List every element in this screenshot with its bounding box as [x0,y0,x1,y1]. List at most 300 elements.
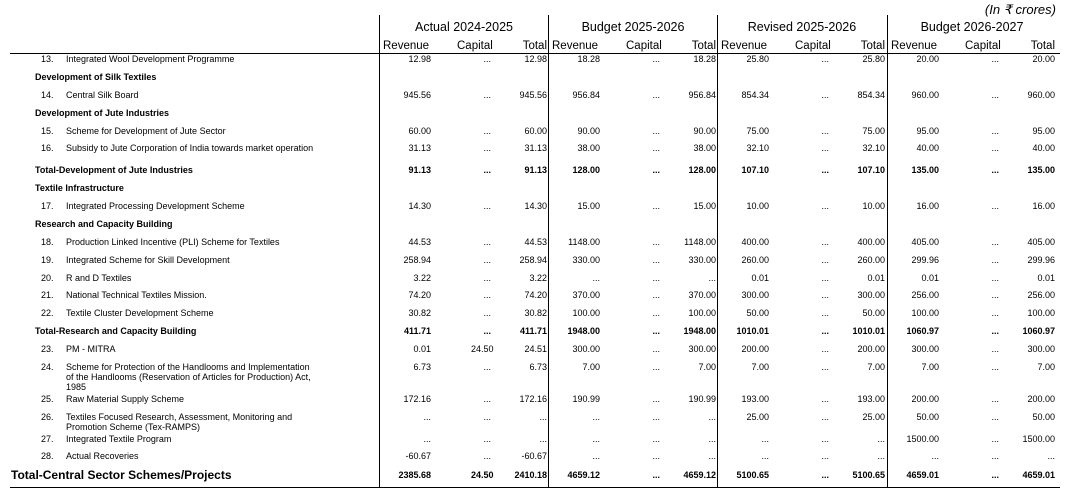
capital-value: ... [652,434,660,444]
row-label: Raw Material Supply Scheme [66,394,185,404]
revenue-value: 1010.01 [736,326,769,336]
row-number: 27. [41,434,54,444]
total-value: ... [539,434,547,444]
table-row [0,237,1068,249]
total-value: 25.80 [862,54,885,64]
total-value: 38.00 [693,143,716,153]
revenue-value: ... [761,434,769,444]
capital-value: ... [991,165,999,175]
total-value: 24.51 [524,344,547,354]
revenue-value: 50.00 [746,308,769,318]
capital-value: ... [652,90,660,100]
total-value: 100.00 [1027,308,1055,318]
total-value: 135.00 [1027,165,1055,175]
subheader-capital: Capital [795,40,831,52]
row-number: 13. [41,54,54,64]
revenue-value: 411.71 [403,326,431,336]
subheader-capital: Capital [965,40,1001,52]
revenue-value: 2385.68 [398,470,431,480]
capital-value: ... [821,255,829,265]
capital-value: ... [821,165,829,175]
row-label: Actual Recoveries [66,451,139,461]
total-value: 40.00 [1032,143,1055,153]
capital-value: ... [483,362,491,372]
total-value: 193.00 [857,394,885,404]
capital-value: ... [821,237,829,247]
table-row [0,54,1068,66]
total-value: 300.00 [857,290,885,300]
table-row [0,451,1068,463]
total-value: 0.01 [867,273,885,283]
total-value: ... [539,412,547,422]
capital-value: ... [821,451,829,461]
capital-value: ... [991,54,999,64]
total-value: 6.73 [529,362,547,372]
section-label: Development of Silk Textiles [35,72,157,82]
capital-value: ... [821,362,829,372]
total-value: 300.00 [688,344,716,354]
row-label: Subsidy to Jute Corporation of India towards market operation [66,143,314,153]
total-row [0,165,1068,177]
capital-value: ... [652,165,660,175]
capital-value: ... [821,201,829,211]
section-header-row [0,219,1068,231]
period-header-budget-2025-2026: Budget 2025-2026 [581,20,685,34]
total-value: 370.00 [688,290,716,300]
revenue-value: ... [423,412,431,422]
revenue-value: 7.00 [751,362,769,372]
capital-value: ... [652,126,660,136]
total-value: 15.00 [693,201,716,211]
capital-value: ... [821,273,829,283]
table-row [0,362,1068,392]
revenue-value: ... [592,273,600,283]
revenue-value: 172.16 [403,394,431,404]
revenue-value: 25.00 [746,412,769,422]
capital-value: ... [483,326,491,336]
revenue-value: 12.98 [408,54,431,64]
subheader-revenue: Revenue [383,40,430,52]
revenue-value: 6.73 [413,362,431,372]
revenue-value: 4659.12 [567,470,600,480]
capital-value: ... [821,412,829,422]
total-value: 258.94 [519,255,547,265]
revenue-value: 31.13 [408,143,431,153]
revenue-value: 15.00 [577,201,600,211]
revenue-value: 10.00 [746,201,769,211]
total-value: 330.00 [688,255,716,265]
revenue-value: 193.00 [741,394,769,404]
table-row [0,344,1068,356]
row-label: Integrated Processing Development Scheme [66,201,245,211]
total-row [0,326,1068,338]
revenue-value: 90.00 [577,126,600,136]
revenue-value: ... [592,412,600,422]
revenue-value: 1948.00 [567,326,600,336]
row-number: 22. [41,308,54,318]
capital-value: ... [991,412,999,422]
revenue-value: 299.96 [911,255,939,265]
total-value: ... [708,451,716,461]
capital-value: ... [652,54,660,64]
revenue-value: 91.13 [408,165,431,175]
total-value: 0.01 [1037,273,1055,283]
subheader-total: Total [860,40,885,52]
total-value: 3.22 [529,273,547,283]
row-label: Integrated Textile Program [66,434,172,444]
row-number: 26. [41,412,54,422]
capital-value: ... [991,143,999,153]
revenue-value: 405.00 [911,237,939,247]
total-value: 32.10 [862,143,885,153]
capital-value: ... [652,201,660,211]
total-value: 90.00 [693,126,716,136]
row-label: PM - MITRA [66,344,116,354]
row-label: R and D Textiles [66,273,132,283]
capital-value: ... [991,90,999,100]
revenue-value: 75.00 [746,126,769,136]
capital-value: ... [991,362,999,372]
revenue-value: 7.00 [921,362,939,372]
capital-value: ... [652,273,660,283]
revenue-value: 5100.65 [736,470,769,480]
capital-value: ... [483,54,491,64]
total-row [0,470,1068,482]
total-value: 10.00 [862,201,885,211]
revenue-value: 370.00 [572,290,600,300]
revenue-value: 1500.00 [906,434,939,444]
revenue-value: 100.00 [572,308,600,318]
revenue-value: -60.67 [405,451,431,461]
row-number: 15. [41,126,54,136]
capital-value: ... [652,394,660,404]
capital-value: 24.50 [471,470,494,480]
revenue-value: 38.00 [577,143,600,153]
capital-value: ... [483,90,491,100]
total-value: ... [708,273,716,283]
section-label: Research and Capacity Building [35,219,173,229]
total-value: 190.99 [688,394,716,404]
total-value: 1148.00 [684,237,716,247]
total-value: 74.20 [524,290,547,300]
total-value: ... [877,451,885,461]
total-value: 299.96 [1027,255,1055,265]
section-header-row [0,108,1068,120]
capital-value: ... [821,326,829,336]
row-number: 28. [41,451,54,461]
capital-value: ... [821,90,829,100]
capital-value: ... [483,143,491,153]
capital-value: ... [652,308,660,318]
subheader-revenue: Revenue [721,40,768,52]
revenue-value: 128.00 [572,165,600,175]
total-value: 100.00 [688,308,716,318]
revenue-value: ... [761,451,769,461]
capital-value: ... [991,273,999,283]
capital-value: ... [652,412,660,422]
capital-value: ... [821,394,829,404]
capital-value: ... [652,470,660,480]
total-value: 956.84 [688,90,716,100]
total-value: 50.00 [862,308,885,318]
row-label: Textiles Focused Research, Assessment, Monitoring and Promotion Scheme (Tex-RAMPS) [66,412,293,432]
row-number: 25. [41,394,54,404]
total-value: 5100.65 [852,470,885,480]
capital-value: ... [821,143,829,153]
revenue-value: 50.00 [916,412,939,422]
table-row [0,394,1068,406]
row-label: Textile Cluster Development Scheme [66,308,214,318]
table-row [0,273,1068,285]
revenue-value: 30.82 [408,308,431,318]
section-label: Development of Jute Industries [35,108,170,118]
revenue-value: 200.00 [741,344,769,354]
total-value: 50.00 [1032,412,1055,422]
revenue-value: 20.00 [916,54,939,64]
revenue-value: ... [423,434,431,444]
row-label: Integrated Wool Development Programme [66,54,235,64]
row-number: 21. [41,290,54,300]
total-value: 300.00 [1027,344,1055,354]
capital-value: ... [652,237,660,247]
capital-value: ... [991,326,999,336]
revenue-value: 260.00 [741,255,769,265]
footer-rule [10,487,1060,488]
total-value: 31.13 [524,143,547,153]
total-value: 4659.12 [683,470,716,480]
total-label: Total-Development of Jute Industries [35,165,193,175]
capital-value: ... [991,451,999,461]
total-value: 1948.00 [683,326,716,336]
capital-value: ... [483,308,491,318]
total-value: 411.71 [519,326,547,336]
revenue-value: 32.10 [746,143,769,153]
period-header-budget-2026-2027: Budget 2026-2027 [920,20,1024,34]
revenue-value: 960.00 [911,90,939,100]
row-number: 23. [41,344,54,354]
capital-value: ... [652,255,660,265]
revenue-value: ... [592,451,600,461]
revenue-value: 1148.00 [568,237,600,247]
total-value: 2410.18 [514,470,547,480]
period-header-revised-2025-2026: Revised 2025-2026 [747,20,857,34]
table-row [0,255,1068,267]
capital-value: ... [483,255,491,265]
revenue-value: 854.34 [741,90,769,100]
capital-value: ... [483,273,491,283]
total-value: 128.00 [688,165,716,175]
total-label: Total-Research and Capacity Building [35,326,197,336]
table-row [0,412,1068,432]
revenue-value: 330.00 [572,255,600,265]
total-value: 7.00 [698,362,716,372]
total-value: 1500.00 [1022,434,1055,444]
revenue-value: 16.00 [916,201,939,211]
revenue-value: 14.30 [408,201,431,211]
capital-value: ... [821,470,829,480]
revenue-value: 95.00 [916,126,939,136]
section-header-row [0,183,1068,195]
capital-value: ... [991,255,999,265]
revenue-value: 18.28 [577,54,600,64]
capital-value: ... [821,434,829,444]
total-value: 25.00 [862,412,885,422]
row-label: Scheme for Protection of the Handlooms and Implementation of the Handlooms (Reservation of Articles for Production) Act, 1985 [66,362,311,392]
revenue-value: 0.01 [413,344,431,354]
revenue-value: 945.56 [403,90,431,100]
capital-value: ... [652,290,660,300]
table-row [0,290,1068,302]
capital-value: ... [483,201,491,211]
total-value: 18.28 [693,54,716,64]
table-row [0,90,1068,102]
revenue-value: ... [592,434,600,444]
total-value: 400.00 [857,237,885,247]
subheader-revenue: Revenue [552,40,599,52]
subheader-capital: Capital [457,40,493,52]
capital-value: 24.50 [471,344,494,354]
capital-value: ... [821,344,829,354]
capital-value: ... [821,54,829,64]
total-value: 75.00 [862,126,885,136]
revenue-value: 0.01 [751,273,769,283]
table-row [0,201,1068,213]
row-label: Integrated Scheme for Skill Development [66,255,230,265]
revenue-value: 0.01 [921,273,939,283]
total-value: 12.98 [524,54,547,64]
revenue-value: 100.00 [911,308,939,318]
total-value: ... [708,434,716,444]
capital-value: ... [991,344,999,354]
revenue-value: 25.80 [746,54,769,64]
total-value: 7.00 [867,362,885,372]
total-label: Total-Central Sector Schemes/Projects [11,468,232,482]
row-label: Central Silk Board [66,90,139,100]
section-label: Textile Infrastructure [35,183,124,193]
revenue-value: 200.00 [911,394,939,404]
capital-value: ... [991,201,999,211]
total-value: ... [877,434,885,444]
capital-value: ... [991,290,999,300]
capital-value: ... [991,434,999,444]
total-value: 945.56 [519,90,547,100]
capital-value: ... [483,165,491,175]
total-value: 200.00 [1027,394,1055,404]
table-row [0,308,1068,320]
revenue-value: 258.94 [403,255,431,265]
capital-value: ... [652,344,660,354]
capital-value: ... [652,451,660,461]
row-number: 14. [41,90,54,100]
revenue-value: 3.22 [413,273,431,283]
revenue-value: 7.00 [582,362,600,372]
capital-value: ... [652,326,660,336]
row-number: 20. [41,273,54,283]
total-value: 44.53 [524,237,547,247]
total-value: 4659.01 [1022,470,1055,480]
total-value: 405.00 [1027,237,1055,247]
revenue-value: 956.84 [572,90,600,100]
revenue-value: 74.20 [408,290,431,300]
subheader-revenue: Revenue [891,40,938,52]
total-value: -60.67 [521,451,547,461]
capital-value: ... [991,394,999,404]
revenue-value: 44.53 [408,237,431,247]
revenue-value: 300.00 [911,344,939,354]
total-value: 1010.01 [852,326,885,336]
revenue-value: 4659.01 [906,470,939,480]
row-label: Scheme for Development of Jute Sector [66,126,226,136]
subheader-total: Total [522,40,547,52]
total-value: 854.34 [857,90,885,100]
revenue-value: 135.00 [911,165,939,175]
subheader-total: Total [691,40,716,52]
row-number: 16. [41,143,54,153]
capital-value: ... [483,237,491,247]
section-header-row [0,72,1068,84]
revenue-value: 40.00 [916,143,939,153]
total-value: 30.82 [524,308,547,318]
row-number: 18. [41,237,54,247]
capital-value: ... [991,470,999,480]
total-value: 260.00 [857,255,885,265]
total-value: 95.00 [1032,126,1055,136]
subheader-total: Total [1030,40,1055,52]
capital-value: ... [483,290,491,300]
row-label: National Technical Textiles Mission. [66,290,207,300]
capital-value: ... [483,394,491,404]
capital-value: ... [483,412,491,422]
row-label: Production Linked Incentive (PLI) Scheme for Textiles [66,237,280,247]
revenue-value: 300.00 [572,344,600,354]
capital-value: ... [483,451,491,461]
capital-value: ... [821,308,829,318]
subheader-capital: Capital [626,40,662,52]
total-value: ... [708,412,716,422]
revenue-value: ... [931,451,939,461]
revenue-value: 190.99 [572,394,600,404]
table-row [0,143,1068,155]
total-value: 14.30 [524,201,547,211]
period-header-actual-2024-2025: Actual 2024-2025 [415,20,513,34]
capital-value: ... [991,126,999,136]
total-value: 16.00 [1032,201,1055,211]
revenue-value: 300.00 [741,290,769,300]
capital-value: ... [652,143,660,153]
unit-label: (In ₹ crores) [984,2,1056,17]
capital-value: ... [483,126,491,136]
revenue-value: 400.00 [741,237,769,247]
row-number: 24. [41,362,54,372]
revenue-value: 107.10 [741,165,769,175]
revenue-value: 1060.97 [906,326,939,336]
total-value: 60.00 [524,126,547,136]
table-row [0,126,1068,138]
total-value: 200.00 [857,344,885,354]
table-row [0,434,1068,446]
row-number: 17. [41,201,54,211]
total-value: 172.16 [519,394,547,404]
row-number: 19. [41,255,54,265]
total-value: 20.00 [1032,54,1055,64]
total-value: 91.13 [524,165,547,175]
revenue-value: 256.00 [911,290,939,300]
capital-value: ... [821,290,829,300]
total-value: 7.00 [1037,362,1055,372]
total-value: 107.10 [857,165,885,175]
capital-value: ... [991,237,999,247]
capital-value: ... [821,126,829,136]
